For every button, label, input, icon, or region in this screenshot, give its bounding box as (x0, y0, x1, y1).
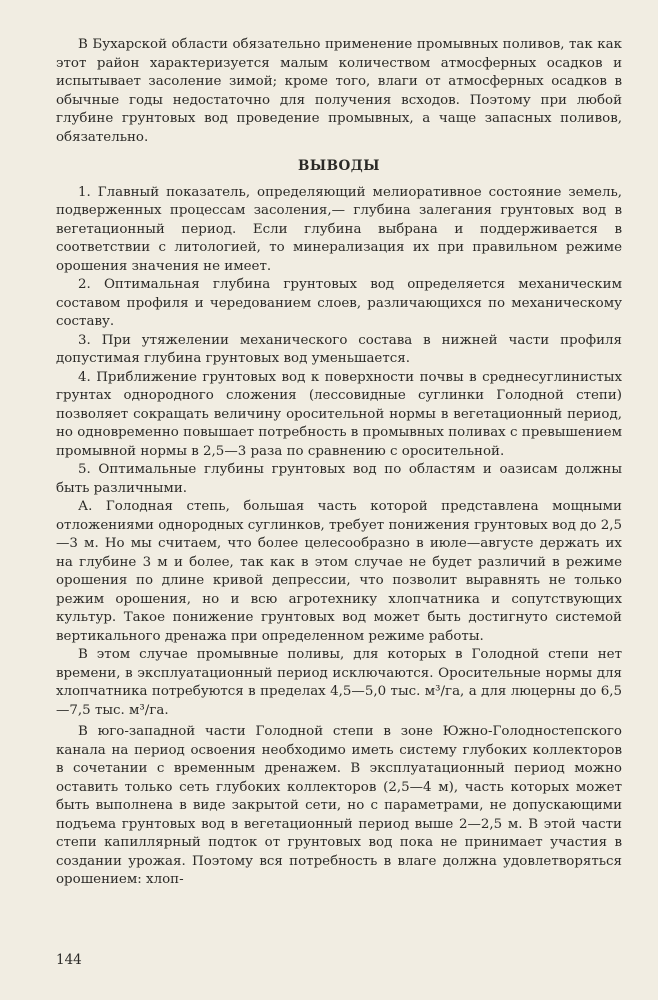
conclusion-southwest: В юго-западной части Голодной степи в зоне Южно-Голодностепского канала на период освоения необходимо иметь систему глубоких коллекторов в сочетании с временным дренажем. В эксплуатационный период можно оставить только сеть глубоких коллекторов (2,5—4 м), часть которых может быть выполнена в виде закрытой сети, но с параметрами, не допускающими подъема грунтовых вод в вегетационный период выше 2—2,5 м. В этой части степи капиллярный подток от грунтовых вод пока не принимает участия в создании урожая. Поэтому вся потребность в влаге должна удовлетворяться орошением: хлоп- (56, 724, 622, 887)
conclusion-5a-cont: В этом случае промывные поливы, для которых в Голодной степи нет времени, в эксплуатационный период исключаются. Оросительные нормы для хлопчатника потребуются в пределах 4,5—5,0 тыс. м³/га, а для люцерны до 6,5—7,5 тыс. м³/га. (56, 647, 622, 718)
page-number: 144 (56, 952, 82, 968)
conclusion-5: 5. Оптимальные глубины грунтовых вод по областям и оазисам должны быть различными. (56, 462, 622, 496)
text-column (56, 36, 622, 890)
section-title: ВЫВОДЫ (297, 158, 381, 174)
conclusion-3: 3. При утяжелении механического состава в нижней части профиля допустимая глубина грунтовых вод уменьшается. (56, 332, 622, 366)
conclusion-1: 1. Главный показатель, определяющий мелиоративное состояние земель, подверженных процессам засоления,— глубина залегания грунтовых вод в вегетационный период. Если глубина выбрана и поддерживается в соответствии с литологией, то минерализация их при правильном режиме орошения значения не имеет. (56, 184, 622, 274)
conclusion-4: 4. Приближение грунтовых вод к поверхности почвы в среднесуглинистых грунтах однородного сложения (лессовидные суглинки Голодной степи) позволяет сокращать величину оросительной нормы в вегетационный период, но одновременно повышает потребность в промывных поливах с превышением промывной нормы в 2,5—3 раза по сравнению с оросительной. (56, 369, 622, 459)
intro-paragraph: В Бухарской области обязательно применение промывных поливов, так как этот район характеризуется малым количеством атмосферных осадков и испытывает засоление зимой; кроме того, влаги от атмосферных осадков в обычные годы недостаточно для получения всходов. Поэтому при любой глубине грунтовых вод проведение промывных, а чаще запасных поливов, обязательно. (56, 37, 622, 145)
conclusion-2: 2. Оптимальная глубина грунтовых вод определяется механическим составом профиля и чередованием слоев, различающихся по механическому составу. (56, 277, 622, 329)
conclusion-5a: А. Голодная степь, большая часть которой представлена мощными отложениями однородных суглинков, требует понижения грунтовых вод до 2,5—3 м. Но мы считаем, что более целесообразно в июле—августе держать их на глубине 3 м и более, так как в этом случае не будет различий в режиме орошения по длине кривой депрессии, что позволит выравнять не только режим орошения, но и всю агротехнику хлопчатника и сопутствующих культур. Такое понижение грунтовых вод может быть достигнуто системой вертикального дренажа при определенном режиме работы. (56, 499, 622, 644)
